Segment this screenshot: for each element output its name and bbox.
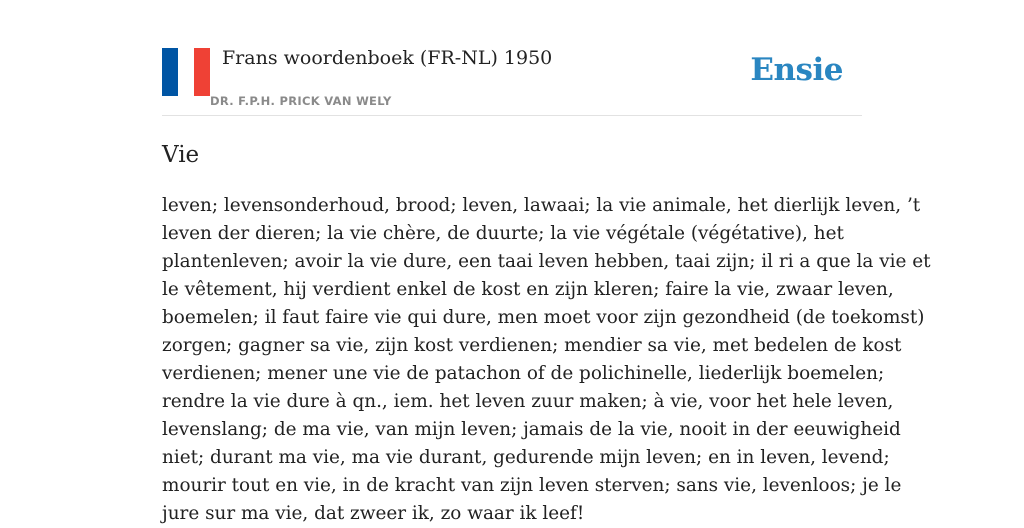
flag-stripe-red [194, 48, 210, 96]
flag-stripe-blue [162, 48, 178, 96]
definition-line: leven der dieren; la vie chère, de duurte; la vie végétale (végétative), het [162, 223, 844, 244]
flag-stripe-white [178, 48, 194, 96]
ensie-logo[interactable]: Ensie [750, 52, 843, 88]
definition-line: le vêtement, hij verdient enkel de kost en zijn kleren; faire la vie, zwaar leven, [162, 279, 894, 300]
france-flag-graphic [162, 48, 210, 96]
header-divider [162, 115, 862, 116]
definition-line: boemelen; il faut faire vie qui dure, men moet voor zijn gezondheid (de toekomst) [162, 307, 925, 328]
definition-line: verdienen; mener une vie de patachon of de polichinelle, liederlijk boemelen; [162, 363, 885, 384]
definition-line: mourir tout en vie, in de kracht van zijn leven sterven; sans vie, levenloos; je le [162, 475, 902, 496]
dictionary-title[interactable]: Frans woordenboek (FR-NL) 1950 [222, 47, 553, 69]
dictionary-author: DR. F.P.H. PRICK VAN WELY [210, 94, 392, 108]
entry-headword: Vie [162, 142, 200, 168]
definition-line: leven; levensonderhoud, brood; leven, lawaai; la vie animale, het dierlijk leven, ’t [162, 195, 921, 216]
definition-line: plantenleven; avoir la vie dure, een taai leven hebben, taai zijn; il ri a que la vie et [162, 251, 931, 272]
definition-line: rendre la vie dure à qn., iem. het leven zuur maken; à vie, voor het hele leven, [162, 391, 894, 412]
france-flag-icon [162, 48, 210, 96]
definition-line: zorgen; gagner sa vie, zijn kost verdienen; mendier sa vie, met bedelen de kost [162, 335, 902, 356]
definition-line: levenslang; de ma vie, van mijn leven; jamais de la vie, nooit in der eeuwigheid [162, 419, 901, 440]
entry-definition [162, 192, 931, 528]
dictionary-header [162, 44, 862, 116]
definition-line: niet; durant ma vie, ma vie durant, gedurende mijn leven; en in leven, levend; [162, 447, 890, 468]
definition-line: jure sur ma vie, dat zweer ik, zo waar ik leef! [162, 503, 585, 524]
